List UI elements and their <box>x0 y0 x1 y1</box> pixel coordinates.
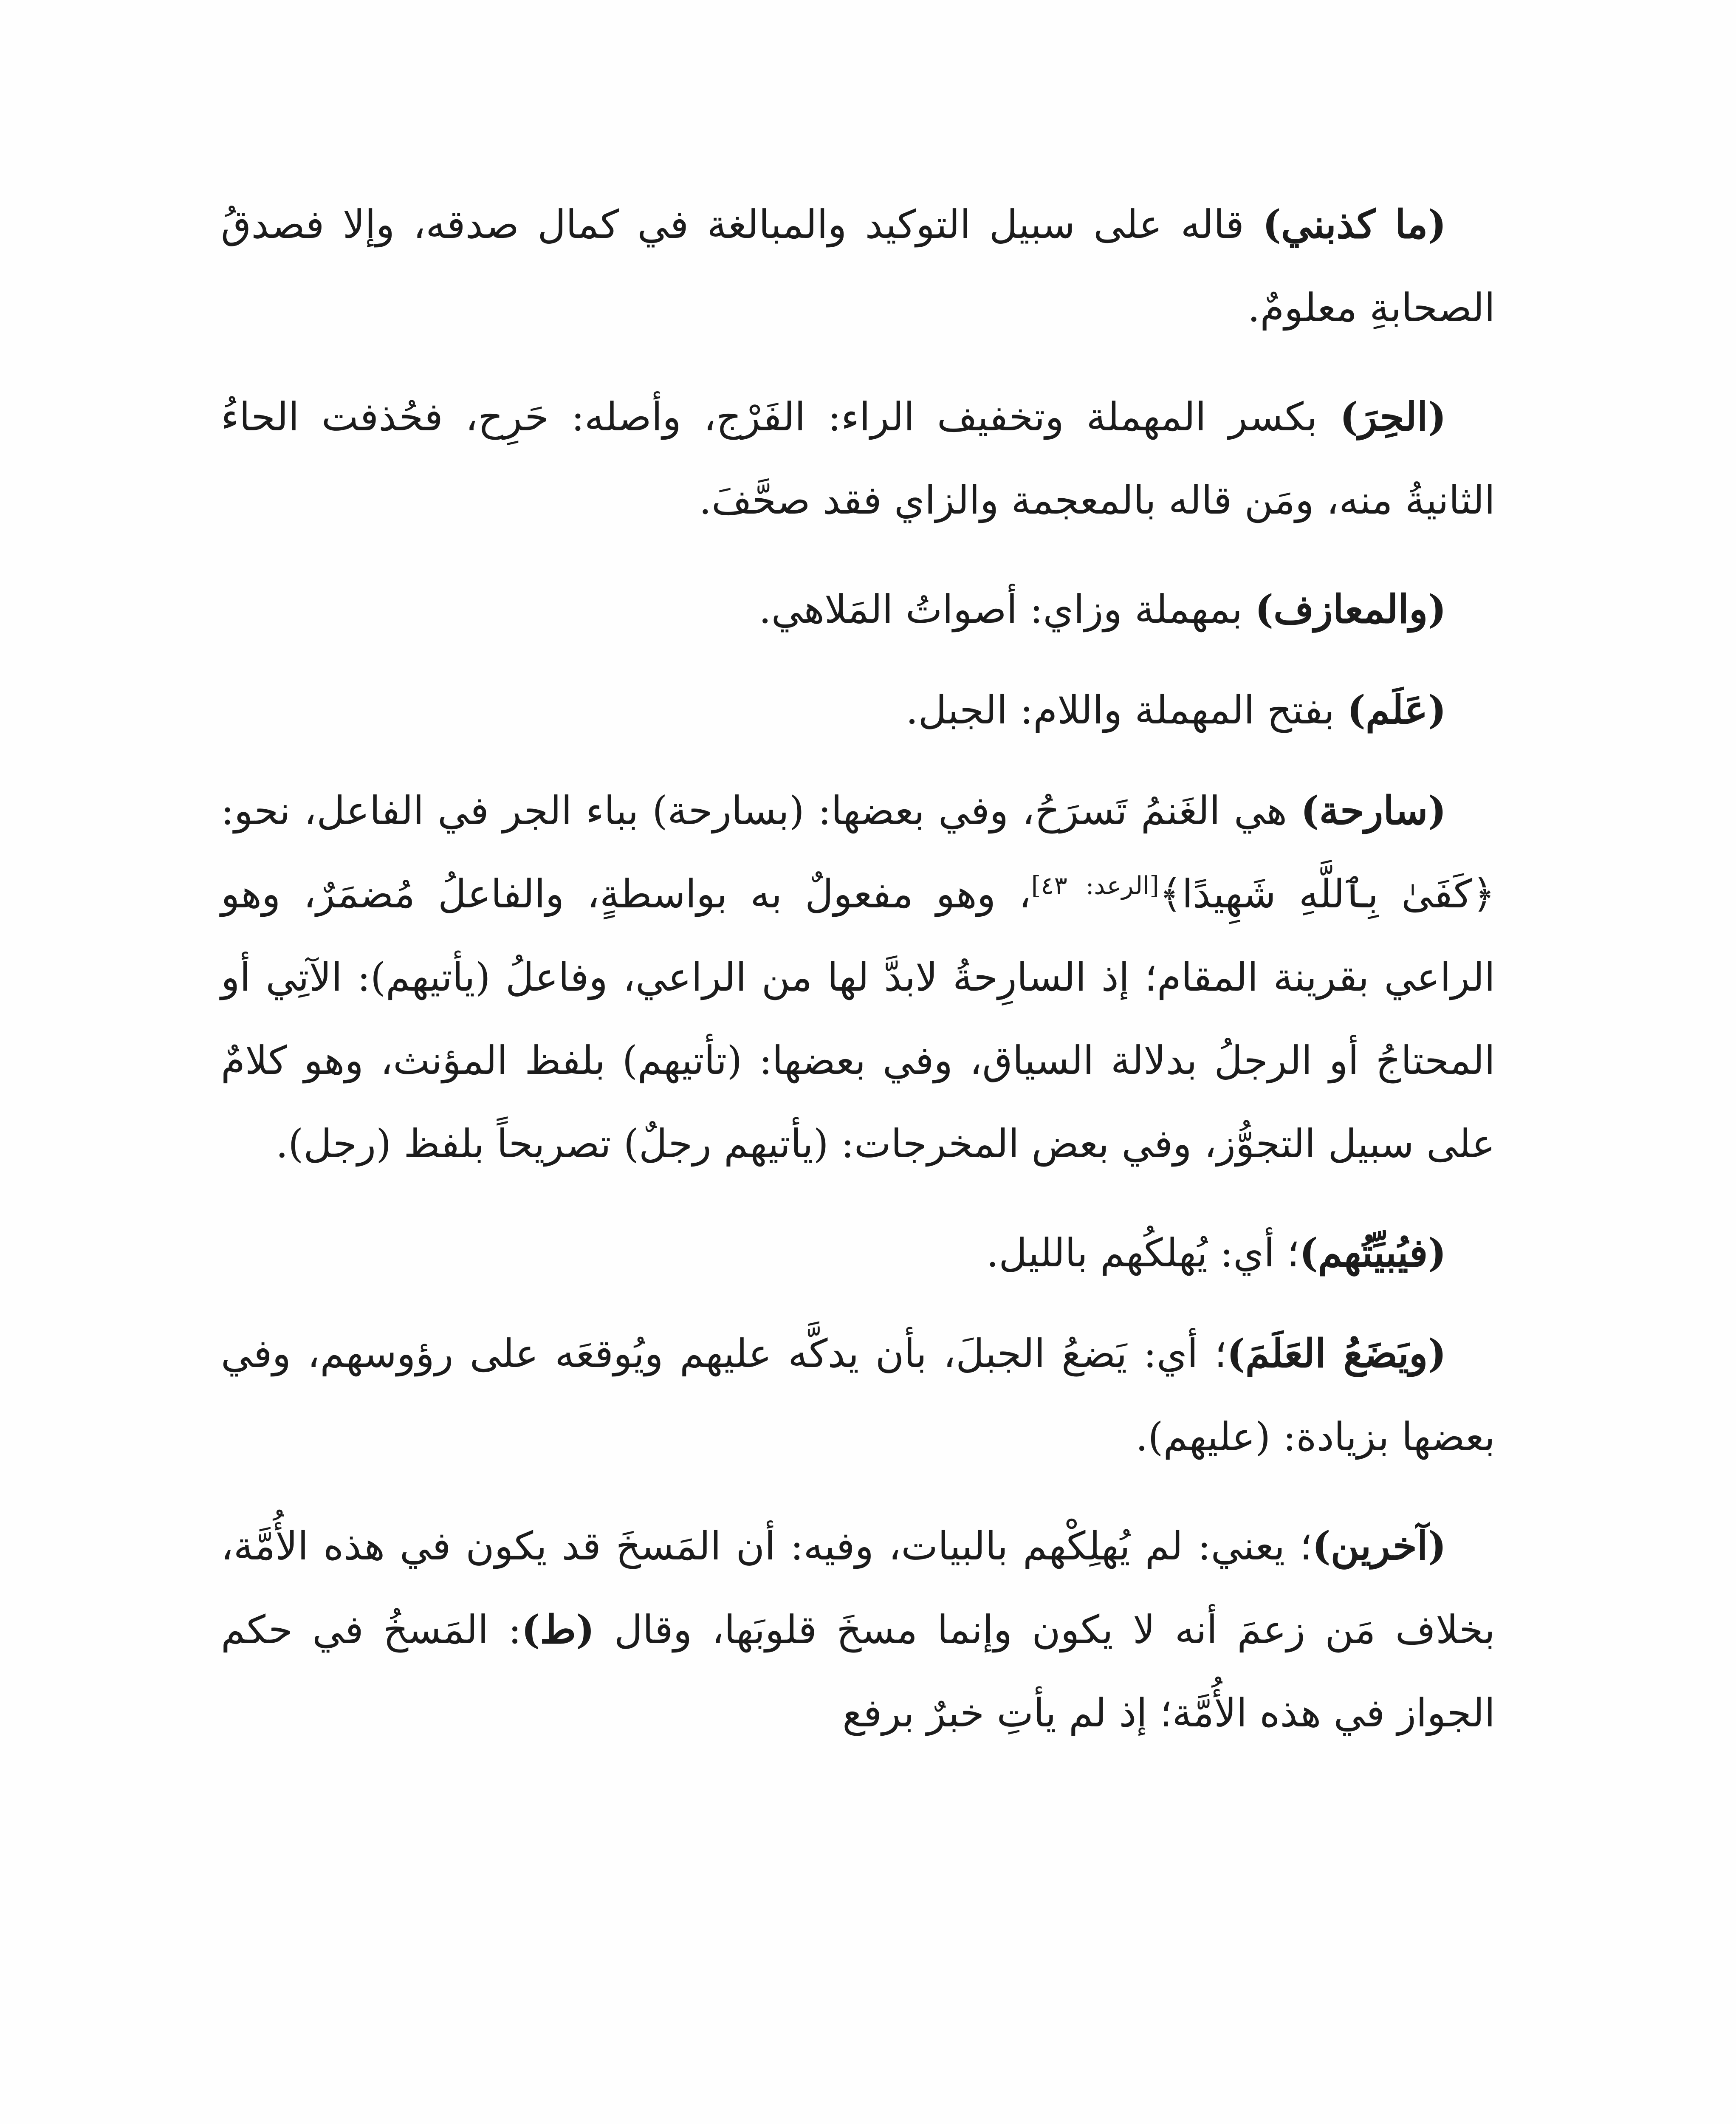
paragraph-sariha <box>221 769 1495 1186</box>
paragraph-lead: (ما كذبني) <box>1262 201 1446 247</box>
paragraph-lead: (آخرين) <box>1312 1523 1446 1569</box>
paragraph-al-hira <box>221 375 1495 542</box>
paragraph-wa-yadau-al-alam <box>221 1312 1495 1479</box>
paragraph-text: بكسر المهملة وتخفيف الراء: الفَرْج، وأصله: حَرِح، فحُذفت الحاءُ الثانيةُ منه، ومَن قاله بالمعجمة والزاي فقد صحَّفَ. <box>221 394 1495 523</box>
paragraph-text-continued: ، وهو مفعولٌ به بواسطةٍ، والفاعلُ مُضمَرٌ، وهو الراعي بقرينة المقام؛ إذ السارِحةُ لابدَّ لها من الراعي، وفاعلُ (يأتيهم): الآتِي أو المحتاجُ أو الرجلُ بدلالة السياق، وفي بعضها: (تأتيهم) بلفظ المؤنث، وهو كلامٌ على سبيل التجوُّز، وفي بعض المخرجات: (يأتيهم رجلٌ) تصريحاً بلفظ (رجل). <box>221 871 1495 1167</box>
paragraph-text: ؛ أي: يَضعُ الجبلَ، بأن يدكَّه عليهم ويُوقعَه على رؤوسهم، وفي بعضها بزيادة: (عليهم). <box>221 1331 1495 1460</box>
paragraph-text-continued: : المَسخُ في حكم الجواز في هذه الأُمَّة؛ إذ لم يأتِ خبرٌ برفع <box>221 1607 1495 1736</box>
paragraph-lead: (سارحة) <box>1301 788 1446 833</box>
paragraph-text: بمهملة وزاي: أصواتُ المَلاهي. <box>759 587 1255 632</box>
paragraph-lead: (الحِرَ) <box>1340 394 1446 440</box>
paragraph-text: ؛ يعني: لم يُهلِكْهم بالبيات، وفيه: أن المَسخَ قد يكون في هذه الأُمَّة، بخلاف مَن زعمَ أنه لا يكون وإنما مسخَ قلوبَها، وقال <box>221 1523 1495 1652</box>
paragraph-text: بفتح المهملة واللام: الجبل. <box>906 687 1347 733</box>
quran-reference: [الرعد: ٤٣] <box>1031 871 1159 900</box>
paragraph-lead: (عَلَم) <box>1347 687 1446 733</box>
quran-verse: ﴿كَفَىٰ بِٱللَّهِ شَهِيدًا﴾ <box>1159 871 1495 917</box>
paragraph-text: هي الغَنمُ تَسرَحُ، وفي بعضها: (بسارحة) بباء الجر في الفاعل، نحو: <box>221 788 1301 833</box>
paragraph-al-maazif <box>221 568 1495 651</box>
paragraph-lead: (ويَضَعُ العَلَمَ) <box>1227 1330 1446 1376</box>
paragraph-lead: (فيُبيِّتُهم) <box>1299 1230 1446 1276</box>
paragraph-akharin <box>221 1504 1495 1755</box>
paragraph-fa-yubayyituhum <box>221 1211 1495 1295</box>
paragraph-alam <box>221 668 1495 752</box>
paragraph-text: قاله على سبيل التوكيد والمبالغة في كمال صدقه، وإلا فصدقُ الصحابةِ معلومٌ. <box>221 202 1495 330</box>
paragraph-text: ؛ أي: يُهلكُهم بالليل. <box>986 1230 1300 1276</box>
page-body <box>221 183 1495 1780</box>
source-abbreviation: (ط) <box>521 1607 595 1652</box>
paragraph-lead: (والمعازف) <box>1255 586 1446 632</box>
paragraph-ma-kadhabani <box>221 183 1495 350</box>
